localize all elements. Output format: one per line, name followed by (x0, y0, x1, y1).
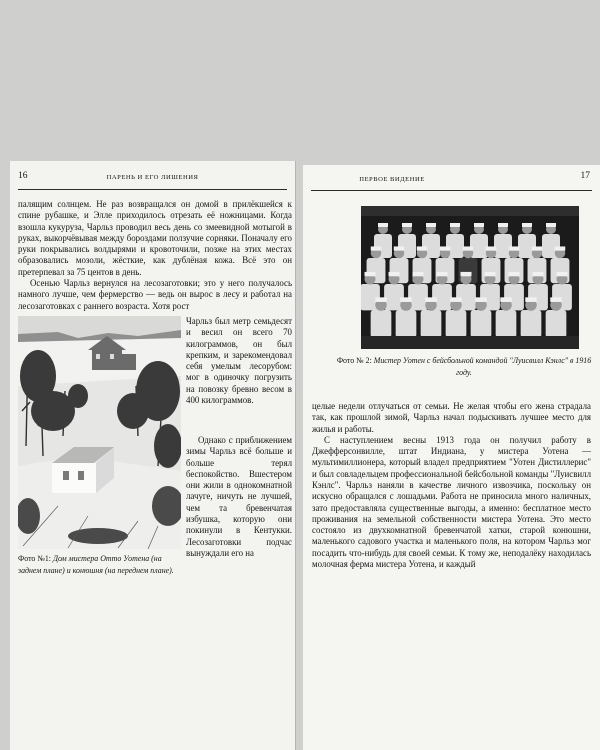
photo-1-caption-label: Фото №1: (18, 554, 52, 563)
player-cap (371, 246, 382, 250)
photo-1-caption-text: Дом мистера Отто Уотена (на заднем плане) и конюшня (на переднем плане). (18, 554, 174, 575)
player-uniform (521, 310, 542, 338)
player-cap (461, 272, 472, 276)
player-uniform (471, 310, 492, 338)
player-cap (426, 223, 436, 227)
player-uniform (546, 310, 567, 338)
player-cap (550, 297, 562, 302)
player-cap (413, 272, 424, 276)
photo-2-caption (333, 355, 595, 378)
player-cap (463, 246, 474, 250)
player-uniform (446, 310, 467, 338)
player-uniform (496, 310, 517, 338)
left-page-number: 16 (18, 171, 28, 181)
player-cap (555, 246, 566, 250)
player-cap (394, 246, 405, 250)
player-cap (525, 297, 537, 302)
player-cap (437, 272, 448, 276)
player-cap (450, 297, 462, 302)
photo-baseball-team (361, 206, 579, 349)
player-cap (402, 223, 412, 227)
left-header-rule (18, 189, 287, 190)
photo-1-caption (18, 553, 186, 576)
left-page (10, 161, 296, 750)
left-paragraph: Чарльз был метр семьдесят и весил он всего 70 килограммов, он был крепким, и зарекомендовал себя умелым лесорубом: мог в одиночку погрузить на повозку бревно весом в 400 килограммов. (186, 316, 292, 405)
left-running-head: ПАРЕНЬ И ЕГО ЛИШЕНИЯ (106, 174, 199, 181)
left-side-text-1 (186, 316, 292, 406)
player-cap (474, 223, 484, 227)
right-header-rule (311, 190, 592, 191)
left-top-text (18, 199, 292, 312)
right-running-head: ПЕРВОЕ ВИДЕНИЕ (359, 176, 425, 183)
player-cap (509, 272, 520, 276)
left-paragraph: Однако с приближением зимы Чарльз всё больше и больше терял беспокойство. Вшестером они жили в однокомнатной лачуге, ничуть не лучшей, чем та бревенчатая избушка, которую они покинули в Кентукки. Лесозаготовки подчас вынуждали его на (186, 435, 292, 558)
player-cap (522, 223, 532, 227)
player-cap (440, 246, 451, 250)
player-cap (498, 223, 508, 227)
player-cap (500, 297, 512, 302)
player-cap (533, 272, 544, 276)
player-cap (365, 272, 376, 276)
right-page-number: 17 (580, 171, 590, 181)
player-cap (425, 297, 437, 302)
player-cap (389, 272, 400, 276)
player-cap (375, 297, 387, 302)
photo-2-caption-label: Фото № 2: (336, 356, 372, 365)
right-paragraph: С наступлением весны 1913 года он получил работу в Джефферсонвилле, штат Индиана, у мистера Уотена — мультимиллионера, который владел предприятием "Уотен Дистиллерис" и был совладельцем профессиональной бейсбольной команды "Луисвилл Кэнлс". Чарльз наняли в качестве личного извозчика, поскольку он искусно обращался с лошадьми. Работа не приносила много наличных, зато предоставляла существенные выгоды, а именно: бесплатное место проживания на земельной собственности мистера Уотена. Это место состояло из двухкомнатной бревенчатой хатки, старой конюшни, маленького садового участка и маленького поля, на котором Чарльз мог посадить что-нибудь для своей семьи. К тому же, неподалёку находилась молочная ферма мистера Уотена, и каждый (312, 434, 591, 569)
player-cap (450, 223, 460, 227)
right-paragraph: целые недели отлучаться от семьи. Не желая чтобы его жена страдала так, как прошлой зимой, Чарльз начал подыскивать лучшее место для жилья и работы. (312, 401, 591, 434)
player-cap (475, 297, 487, 302)
right-page (303, 165, 600, 750)
right-body-text (312, 401, 591, 570)
player-cap (486, 246, 497, 250)
player-cap (485, 272, 496, 276)
player-cap (378, 223, 388, 227)
player-uniform (396, 310, 417, 338)
left-paragraph: Осенью Чарльз вернулся на лесозаготовки; это у него получалось намного лучше, чем фермерство — ведь он вырос в лесу и работал на лесозаготовках с раннего возраста. Хотя рост (18, 277, 292, 311)
left-paragraph: палящим солнцем. Не раз возвращался он домой в прилёкшейся к спине рубашке, и Элле приходилось отрезать её ножницами. Когда взошла кукуруза, Чарльз проводил весь день со змеевидной мотыгой в руках, выкорчёвывая между бороздами ползучие сорняки. Поначалу его руки покрывались волдырями и кровоточили, позже на этих местах образовались мозоли, жёсткие, как дублёная кожа. Всё это он претерпевал за 75 центов в день. (18, 199, 292, 277)
player-cap (546, 223, 556, 227)
player-uniform (421, 310, 442, 338)
player-uniform (371, 310, 392, 338)
player-cap (532, 246, 543, 250)
photo-house-and-stable (18, 316, 181, 549)
player-cap (417, 246, 428, 250)
left-side-text-2 (186, 435, 292, 559)
photo-2-caption-text: Мистер Уотен с бейсбольной командой "Луисвилл Кэнлс" в 1916 году. (373, 356, 592, 377)
player-cap (557, 272, 568, 276)
player-cap (509, 246, 520, 250)
player-cap (400, 297, 412, 302)
